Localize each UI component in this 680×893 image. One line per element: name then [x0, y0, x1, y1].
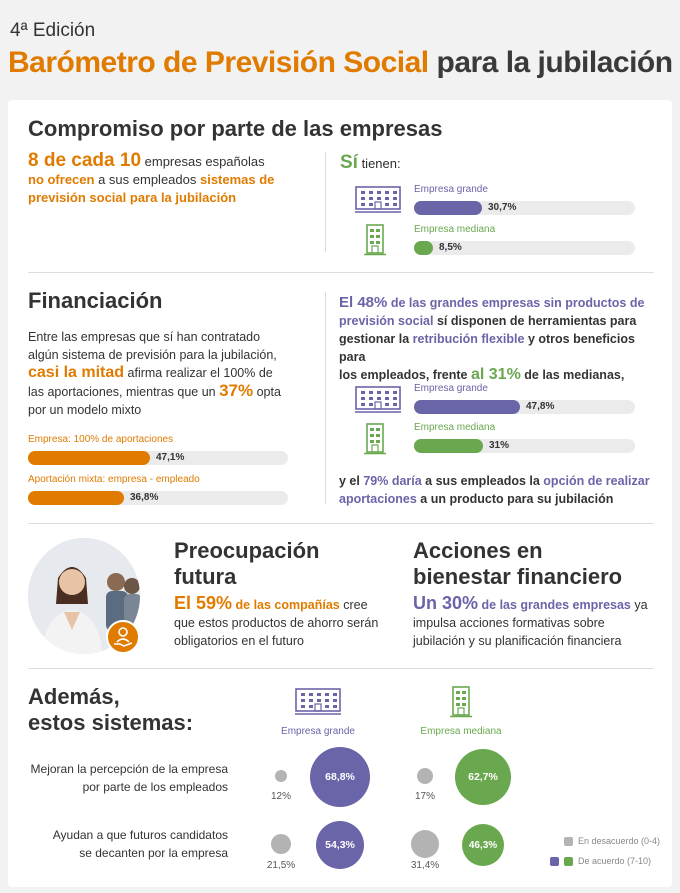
fr-bar1-value: 47,8%: [526, 401, 555, 412]
fr-l4b: al 31%: [470, 366, 521, 383]
preocupacion-l3: obligatorios en el futuro: [174, 634, 304, 648]
compromiso-t2: no ofrecen: [28, 172, 95, 187]
title-rest: para la jubilación: [436, 46, 673, 79]
fr-l3c: y otros beneficios para: [339, 332, 635, 364]
fin-right-text: [339, 294, 659, 384]
tienen-word: tienen:: [357, 156, 401, 171]
title-highlight: Barómetro de Previsión Social: [8, 46, 429, 79]
fr-bar2-track: [414, 439, 635, 453]
bar-label-medium: Empresa mediana: [414, 224, 496, 235]
fr-l4c: de las medianas,: [520, 368, 625, 382]
row2-medium-agree-bubble: 46,3%: [462, 824, 504, 866]
row1-large-disagree-dot: [275, 770, 287, 782]
row2-large-agree-bubble: 54,3%: [316, 821, 364, 869]
row2-medium-disagree-dot: [411, 830, 439, 858]
fin-p2: algún sistema de previsión para la jubilación,: [28, 348, 277, 362]
page-title: [8, 46, 673, 80]
fin-p5: por un modelo mixto: [28, 403, 142, 417]
fr-bar2-label: Empresa mediana: [414, 422, 496, 433]
row1-large-disagree: 12%: [270, 791, 291, 802]
bar-medium-track: [414, 241, 635, 255]
row2-label: [28, 826, 228, 862]
ff-1c: a sus empleados la: [421, 474, 544, 488]
row1-label1: Mejoran la percepción de la empresa: [30, 762, 228, 776]
row1-label: [28, 760, 228, 796]
ff-1d: opción de realizar: [543, 474, 650, 488]
legend-agree-label: De acuerdo (7-10): [578, 856, 652, 866]
fin-bar1-fill: [28, 451, 150, 465]
compromiso-t5: previsión social para la jubilación: [28, 190, 237, 205]
compromiso-t1: empresas españolas: [141, 154, 265, 169]
fin-bar2-track: [28, 491, 288, 505]
compromiso-heading: Compromiso por parte de las empresas: [28, 116, 443, 141]
fin-bar1-label: Empresa: 100% de aportaciones: [28, 434, 174, 445]
medium-building-icon: [364, 423, 386, 455]
row2-large-disagree-dot: [271, 834, 291, 854]
fr-l2a: previsión social: [339, 314, 434, 328]
fr-l3b: retribución flexible: [412, 332, 525, 346]
acciones-l1b: de las grandes empresas: [478, 598, 631, 612]
infographic-card: [8, 100, 672, 887]
si-tienen-label: [340, 152, 401, 174]
row1-medium-disagree: 17%: [414, 791, 435, 802]
legend-disagree-swatch: [564, 837, 573, 846]
preocupacion-heading: [174, 538, 319, 590]
fin-p4b: 37%: [219, 381, 254, 400]
ademas-heading: [28, 684, 193, 736]
compromiso-stat: 8 de cada 10: [28, 150, 142, 171]
fr-bar2-value: 31%: [489, 440, 510, 451]
large-building-icon: [355, 186, 401, 214]
medium-building-icon: [364, 224, 386, 256]
fr-l4a: los empleados, frente: [339, 368, 471, 382]
preocupacion-text: [174, 594, 394, 650]
acciones-heading: [413, 538, 622, 590]
col-large-label: Empresa grande: [281, 726, 355, 737]
ademas-h1: Además,: [28, 684, 120, 709]
legend-agree-swatch-green: [564, 857, 573, 866]
financiacion-text: [28, 328, 318, 419]
fr-l1a: El 48%: [339, 294, 388, 311]
large-building-icon: [295, 688, 341, 716]
fin-bar1-value: 47,1%: [156, 452, 185, 463]
ademas-h2: estos sistemas:: [28, 710, 194, 735]
divider-vertical: [325, 292, 326, 504]
fr-bar1-track: [414, 400, 635, 414]
preocupacion-l1c: cree: [339, 598, 368, 612]
si-word: Sí: [340, 152, 358, 173]
acciones-l1c: ya: [630, 598, 648, 612]
acciones-h1: Acciones en: [413, 538, 543, 563]
compromiso-t4: sistemas de: [199, 172, 275, 187]
fin-p3a: casi la mitad: [28, 364, 125, 381]
fin-p4c: opta: [253, 385, 281, 399]
fin-bar2-label: Aportación mixta: empresa - empleado: [28, 474, 200, 485]
row1-medium-disagree-dot: [417, 768, 433, 784]
fr-l3a: gestionar la: [339, 332, 413, 346]
ff-1b: 79% daría: [363, 474, 422, 488]
bar-large-fill: [414, 201, 482, 215]
bar-label-large: Empresa grande: [414, 184, 488, 195]
fin-bar1-track: [28, 451, 288, 465]
fin-bar2-value: 36,8%: [130, 492, 159, 503]
acciones-l2: impulsa acciones formativas sobre: [413, 616, 605, 630]
fin-p1: Entre las empresas que sí han contratado: [28, 330, 261, 344]
divider: [28, 523, 654, 524]
row1-label2: por parte de los empleados: [82, 780, 228, 794]
fr-bar1-fill: [414, 400, 520, 414]
fr-l1b: de las grandes empresas sin productos de: [387, 296, 645, 310]
fin-p3b: afirma realizar el 100% de: [124, 366, 273, 380]
divider: [28, 668, 654, 669]
financiacion-heading: Financiación: [28, 288, 163, 313]
ff-2a: aportaciones: [339, 492, 417, 506]
row2-large-disagree: 21,5%: [266, 860, 296, 871]
edition-label: 4ª Edición: [10, 20, 96, 41]
fr-bar2-fill: [414, 439, 483, 453]
ff-1a: y el: [339, 474, 364, 488]
preocupacion-h1: Preocupación: [174, 538, 320, 563]
bar-medium-fill: [414, 241, 433, 255]
compromiso-t3: a sus empleados: [94, 172, 200, 187]
fr-bar1-label: Empresa grande: [414, 383, 488, 394]
divider: [28, 272, 654, 273]
acciones-stat: Un 30%: [413, 593, 479, 613]
large-building-icon: [355, 386, 401, 414]
compromiso-text: [28, 152, 318, 207]
row1-medium-agree-bubble: 62,7%: [455, 749, 511, 805]
acciones-text: [413, 594, 663, 650]
preocupacion-h2: futura: [174, 564, 237, 589]
legend-disagree-label: En desacuerdo (0-4): [578, 836, 661, 846]
fin-bar2-fill: [28, 491, 124, 505]
row1-large-agree-bubble: 68,8%: [310, 747, 370, 807]
bar-large-value: 30,7%: [488, 202, 517, 213]
person-hand-icon: [106, 620, 140, 654]
fin-p4a: las aportaciones, mientras que un: [28, 385, 220, 399]
medium-building-icon: [450, 686, 472, 718]
preocupacion-stat: El 59%: [174, 593, 233, 613]
row2-label2: se decanten por la empresa: [79, 846, 228, 860]
ff-2b: a un producto para su jubilación: [416, 492, 614, 506]
acciones-l3: jubilación y su planificación financiera: [413, 634, 622, 648]
col-medium-label: Empresa mediana: [420, 726, 502, 737]
fin-right-foot: [339, 472, 659, 508]
acciones-h2: bienestar financiero: [413, 564, 623, 589]
preocupacion-l1b: de las compañías: [232, 598, 340, 612]
row2-label1: Ayudan a que futuros candidatos: [52, 828, 228, 842]
bar-medium-value: 8,5%: [439, 242, 462, 253]
legend-agree-swatch-purple: [550, 857, 559, 866]
row2-medium-disagree: 31,4%: [410, 860, 440, 871]
divider-vertical: [325, 152, 326, 252]
fr-l2b: sí disponen de herramientas para: [433, 314, 637, 328]
bar-large-track: [414, 201, 635, 215]
preocupacion-l2: que estos productos de ahorro serán: [174, 616, 379, 630]
